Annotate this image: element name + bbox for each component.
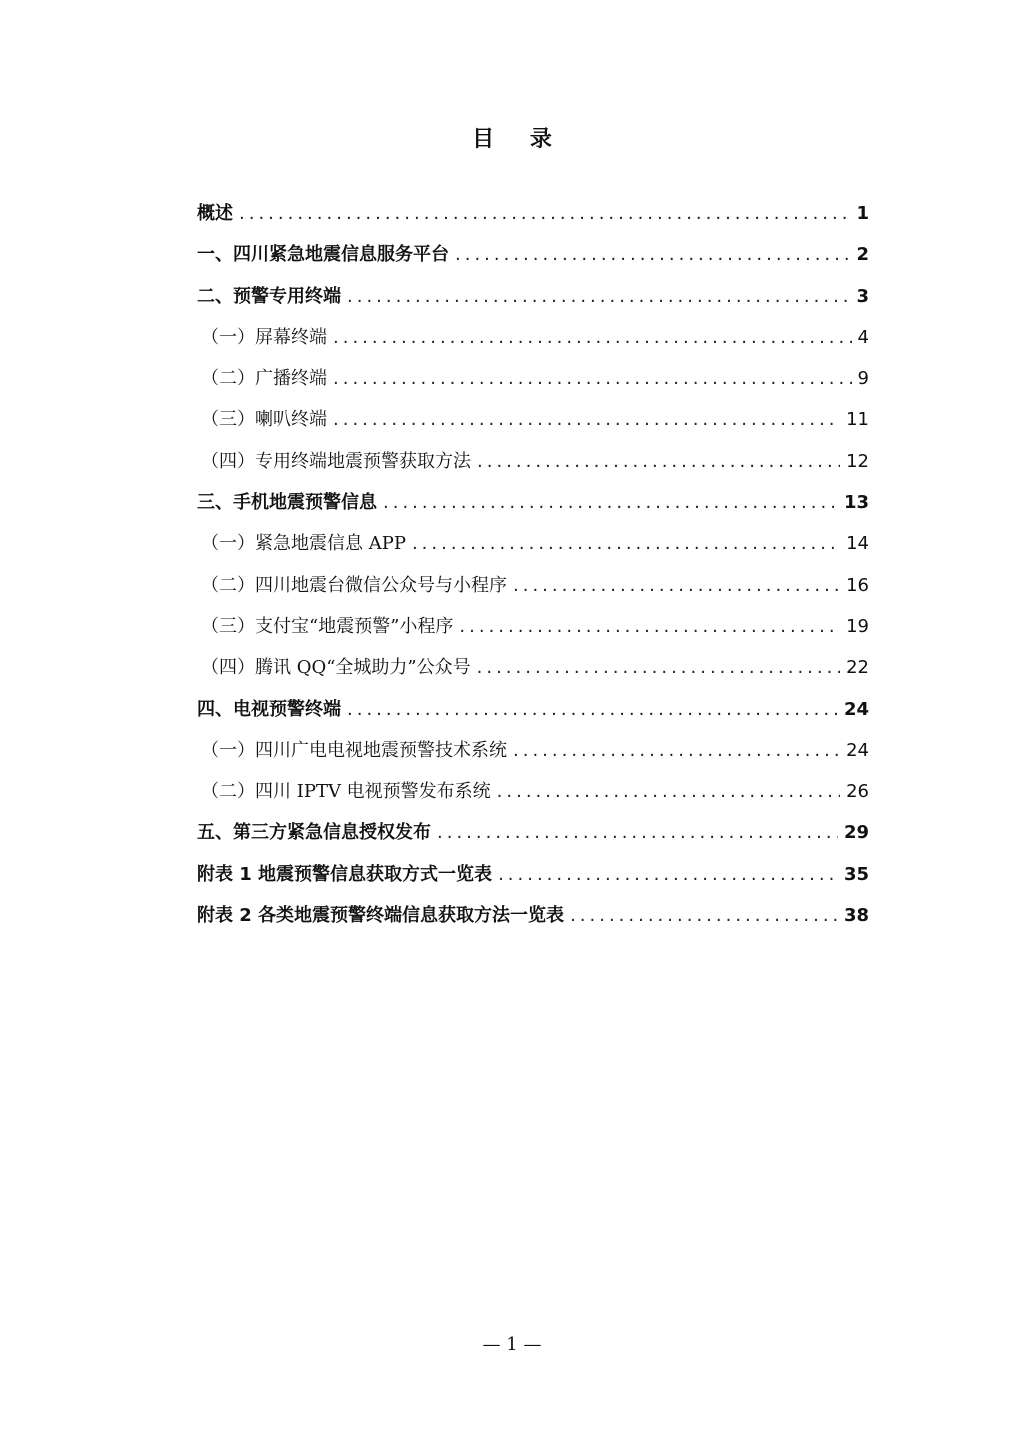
toc-entry-label: （二）广播终端 bbox=[201, 368, 327, 390]
toc-entry-page-number: 19 bbox=[846, 615, 869, 637]
toc-entry-label: 一、四川紧急地震信息服务平台 bbox=[197, 244, 449, 266]
toc-entry[interactable] bbox=[197, 695, 869, 736]
toc-dot-leader bbox=[459, 612, 840, 642]
toc-entry[interactable] bbox=[197, 447, 869, 488]
toc-entry-label: （一）四川广电电视地震预警技术系统 bbox=[201, 739, 507, 761]
toc-entry-page-number: 12 bbox=[846, 450, 869, 472]
toc-dot-leader bbox=[333, 405, 840, 435]
toc-entry-label: （二）四川 IPTV 电视预警发布系统 bbox=[201, 781, 491, 803]
toc-entry-label: 五、第三方紧急信息授权发布 bbox=[197, 822, 431, 844]
toc-dot-leader bbox=[437, 818, 838, 848]
toc-entry-page-number: 14 bbox=[846, 533, 869, 555]
toc-entry[interactable] bbox=[197, 199, 869, 240]
toc-entry-page-number: 24 bbox=[843, 698, 869, 720]
toc-dot-leader bbox=[383, 488, 838, 518]
toc-entry-label: （四）腾讯 QQ“全城助力”公众号 bbox=[201, 657, 471, 679]
toc-entry-page-number: 1 bbox=[856, 203, 869, 224]
toc-dot-leader bbox=[513, 736, 840, 766]
toc-dot-leader bbox=[477, 653, 840, 683]
toc-entry-page-number: 9 bbox=[857, 368, 869, 390]
toc-entry[interactable] bbox=[197, 736, 869, 777]
toc-dot-leader bbox=[347, 282, 850, 312]
toc-entry-label: （三）支付宝“地震预警”小程序 bbox=[201, 615, 454, 637]
toc-dot-leader bbox=[477, 447, 840, 477]
toc-entry-label: （二）四川地震台微信公众号与小程序 bbox=[201, 574, 507, 596]
toc-entry-label: 三、手机地震预警信息 bbox=[197, 492, 377, 514]
toc-entry-page-number: 4 bbox=[857, 326, 869, 348]
toc-entry-page-number: 16 bbox=[846, 574, 869, 596]
toc-entry-label: （四）专用终端地震预警获取方法 bbox=[201, 450, 471, 472]
toc-entry[interactable] bbox=[197, 612, 869, 653]
toc-entry-label: （一）紧急地震信息 APP bbox=[201, 533, 406, 555]
toc-dot-leader bbox=[497, 777, 840, 807]
toc-entry[interactable] bbox=[197, 488, 869, 529]
table-of-contents bbox=[197, 199, 869, 942]
toc-dot-leader bbox=[412, 529, 840, 559]
toc-entry-label: 附表 2 各类地震预警终端信息获取方法一览表 bbox=[197, 905, 565, 927]
toc-entry[interactable] bbox=[197, 364, 869, 405]
toc-dot-leader bbox=[570, 901, 838, 931]
toc-entry-label: 附表 1 地震预警信息获取方式一览表 bbox=[197, 863, 493, 885]
toc-entry-page-number: 38 bbox=[843, 905, 869, 927]
toc-dot-leader bbox=[455, 240, 850, 270]
toc-entry-page-number: 11 bbox=[846, 409, 869, 431]
toc-entry[interactable] bbox=[197, 777, 869, 818]
toc-entry[interactable] bbox=[197, 653, 869, 694]
toc-entry-label: 二、预警专用终端 bbox=[197, 285, 341, 307]
toc-entry[interactable] bbox=[197, 529, 869, 570]
toc-entry-label: 四、电视预警终端 bbox=[197, 698, 341, 720]
toc-entry[interactable] bbox=[197, 282, 869, 323]
toc-entry-page-number: 24 bbox=[846, 739, 869, 761]
toc-entry[interactable] bbox=[197, 818, 869, 859]
footer-page-number: — 1 — bbox=[482, 1334, 542, 1355]
toc-entry-page-number: 3 bbox=[856, 285, 869, 307]
toc-entry-label: （三）喇叭终端 bbox=[201, 409, 327, 431]
toc-dot-leader bbox=[333, 364, 852, 394]
toc-entry-page-number: 26 bbox=[846, 781, 869, 803]
toc-dot-leader bbox=[347, 695, 838, 725]
toc-entry-page-number: 13 bbox=[843, 492, 869, 514]
toc-entry-page-number: 22 bbox=[846, 657, 869, 679]
toc-entry[interactable] bbox=[197, 571, 869, 612]
toc-entry-label: （一）屏幕终端 bbox=[201, 326, 327, 348]
toc-entry[interactable] bbox=[197, 240, 869, 281]
toc-entry-page-number: 35 bbox=[843, 863, 869, 885]
toc-entry-label: 概述 bbox=[197, 203, 233, 224]
toc-entry[interactable] bbox=[197, 405, 869, 446]
toc-entry-page-number: 2 bbox=[856, 244, 869, 266]
page-title: 目 录 bbox=[472, 127, 566, 152]
toc-entry[interactable] bbox=[197, 323, 869, 364]
toc-entry[interactable] bbox=[197, 860, 869, 901]
toc-dot-leader bbox=[239, 199, 850, 229]
toc-entry[interactable] bbox=[197, 901, 869, 942]
toc-dot-leader bbox=[498, 860, 838, 890]
toc-dot-leader bbox=[513, 571, 840, 601]
toc-entry-page-number: 29 bbox=[843, 822, 869, 844]
toc-dot-leader bbox=[333, 323, 852, 353]
